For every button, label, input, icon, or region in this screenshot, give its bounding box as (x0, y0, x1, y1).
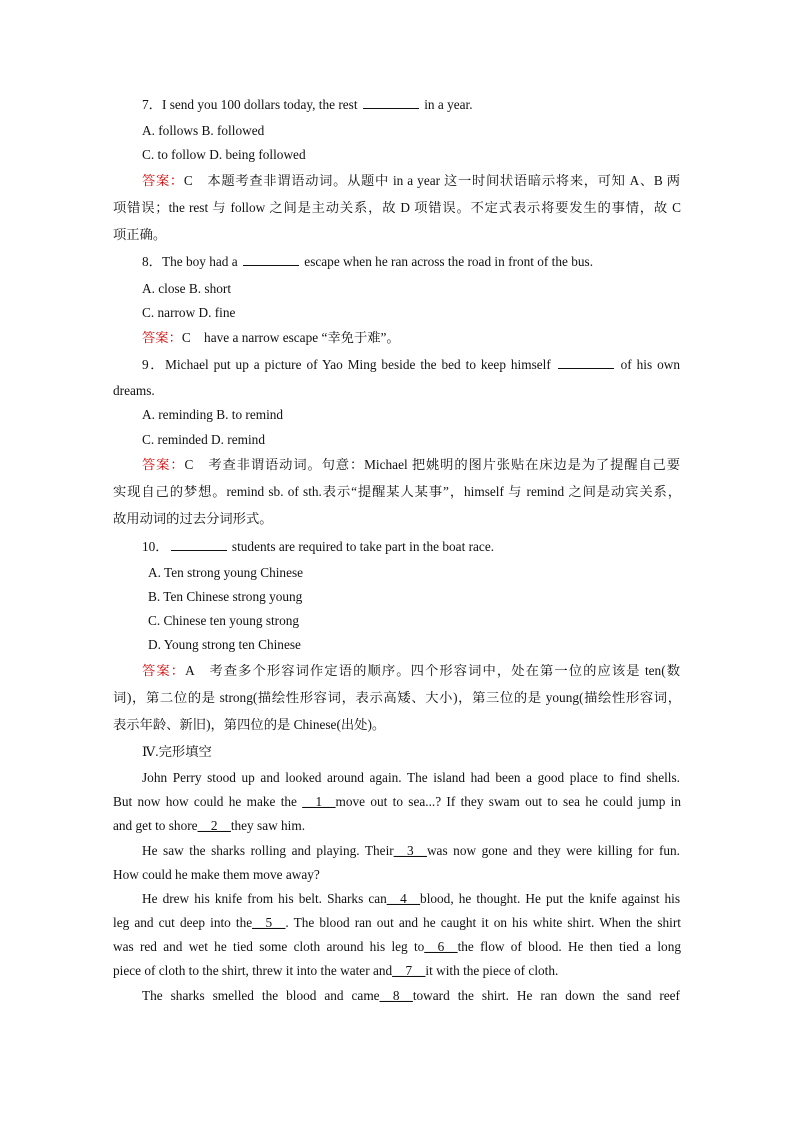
question-7-options-cd: C. to follow D. being followed (142, 147, 306, 162)
cloze-text: . The blood ran out and he caught it on his white shirt. When the shirt (285, 915, 682, 930)
answer-blank (558, 356, 614, 369)
cloze-text: it with the piece of cloth. (425, 963, 559, 978)
question-9-answer-line-3: 故用动词的过去分词形式。 (113, 511, 273, 526)
stem-text: in a year. (420, 97, 473, 112)
question-9-options-cd: C. reminded D. remind (142, 432, 265, 447)
question-7-answer-line-1 (142, 172, 680, 190)
cloze-p3-line-3 (113, 938, 681, 956)
cloze-text: was now gone and they were killing for fun. (426, 843, 680, 858)
cloze-blank-4: __4__ (386, 891, 421, 906)
answer-label: 答案： (142, 663, 186, 678)
answer-text: C 本题考查非谓语动词。从题中 in a year 这一时间状语暗示将来，可知 A、B 两 (183, 173, 680, 188)
cloze-text: they saw him. (230, 818, 306, 833)
question-8-options-ab: A. close B. short (142, 281, 232, 296)
cloze-text: was red and wet he tied some cloth around his leg to (113, 939, 425, 954)
question-10-answer-line-2: 词)，第二位的是 strong(描绘性形容词，表示高矮、大小)，第三位的是 young(描绘性形容词， (113, 690, 681, 705)
cloze-p1-line-3 (113, 817, 305, 835)
question-9-answer-line-1 (142, 456, 680, 474)
question-10-option-a: A. Ten strong young Chinese (148, 565, 304, 580)
question-10-stem (142, 538, 494, 556)
stem-text: 8．The boy had a (142, 254, 241, 269)
section-heading: Ⅳ.完形填空 (142, 744, 212, 759)
cloze-blank-5: __5__ (252, 915, 286, 930)
cloze-text: The sharks smelled the blood and came (142, 988, 380, 1003)
question-8-options-cd: C. narrow D. fine (142, 305, 236, 320)
cloze-blank-8: __8__ (379, 988, 413, 1003)
answer-text: C have a narrow escape “幸免于难”。 (181, 330, 400, 345)
question-10-answer-line-3: 表示年龄、新旧)，第四位的是 Chinese(出处)。 (113, 717, 386, 732)
cloze-p1-line-2 (113, 793, 681, 811)
stem-text: escape when he ran across the road in front of the bus. (300, 254, 594, 269)
stem-text: of his own (615, 357, 681, 372)
cloze-p3-line-4 (113, 962, 558, 980)
cloze-blank-1: __1__ (302, 794, 336, 809)
answer-text: A 考查多个形容词作定语的顺序。四个形容词中，处在第一位的应该是 ten(数 (185, 663, 681, 678)
answer-blank (363, 96, 419, 109)
question-10-option-c: C. Chinese ten young strong (148, 613, 300, 628)
question-7-stem (142, 96, 473, 114)
cloze-text: He drew his knife from his belt. Sharks can (142, 891, 387, 906)
stem-text: 7．I send you 100 dollars today, the rest (142, 97, 361, 112)
question-9-stem-line-2: dreams. (113, 383, 155, 398)
answer-label: 答案： (142, 457, 185, 472)
answer-label: 答案： (142, 173, 184, 188)
cloze-text: toward the shirt. He ran down the sand reef (412, 988, 680, 1003)
cloze-blank-3: __3__ (393, 843, 427, 858)
answer-blank (243, 253, 299, 266)
question-9-stem (142, 356, 680, 374)
cloze-p2-line-2: How could he make them move away? (113, 867, 320, 882)
answer-label: 答案： (142, 330, 182, 345)
question-9-answer-line-2: 实现自己的梦想。remind sb. of sth.表示“提醒某人某事”，himself 与 remind 之间是动宾关系， (113, 484, 681, 499)
stem-text: 9．Michael put up a picture of Yao Ming beside the bed to keep himself (142, 357, 556, 372)
stem-text: students are required to take part in the boat race. (228, 539, 495, 554)
cloze-text: But now how could he make the (113, 794, 303, 809)
question-7-answer-line-3: 项正确。 (113, 227, 167, 242)
cloze-p4-line-1 (142, 987, 680, 1005)
stem-text: 10． (142, 539, 169, 554)
question-8-answer-line-1 (142, 329, 400, 347)
cloze-p3-line-2 (113, 914, 681, 932)
question-10-answer-line-1 (142, 662, 680, 680)
cloze-blank-6: __6__ (424, 939, 458, 954)
cloze-blank-2: __2__ (197, 818, 231, 833)
cloze-text: move out to sea...? If they swam out to sea he could jump in (335, 794, 681, 809)
question-7-options-ab: A. follows B. followed (142, 123, 265, 138)
cloze-text: piece of cloth to the shirt, threw it into the water and (113, 963, 393, 978)
cloze-p2-line-1 (142, 842, 680, 860)
question-9-options-ab: A. reminding B. to remind (142, 407, 284, 422)
cloze-text: leg and cut deep into the (113, 915, 253, 930)
question-7-answer-line-2: 项错误；the rest 与 follow 之间是主动关系，故 D 项错误。不定式表示将要发生的事情，故 C (113, 200, 681, 215)
cloze-text: and get to shore (113, 818, 198, 833)
cloze-p3-line-1 (142, 890, 680, 908)
answer-blank (171, 538, 227, 551)
cloze-blank-7: __7__ (392, 963, 426, 978)
cloze-p1-line-1: John Perry stood up and looked around again. The island had been a good place to find shells. (142, 770, 680, 785)
cloze-text: the flow of blood. He then tied a long (457, 939, 682, 954)
cloze-text: blood, he thought. He put the knife against his (420, 891, 680, 906)
cloze-text: He saw the sharks rolling and playing. Their (142, 843, 394, 858)
question-8-stem (142, 253, 593, 271)
question-10-option-d: D. Young strong ten Chinese (148, 637, 301, 652)
question-10-option-b: B. Ten Chinese strong young (148, 589, 303, 604)
answer-text: C 考查非谓语动词。句意：Michael 把姚明的图片张贴在床边是为了提醒自己要 (184, 457, 681, 472)
